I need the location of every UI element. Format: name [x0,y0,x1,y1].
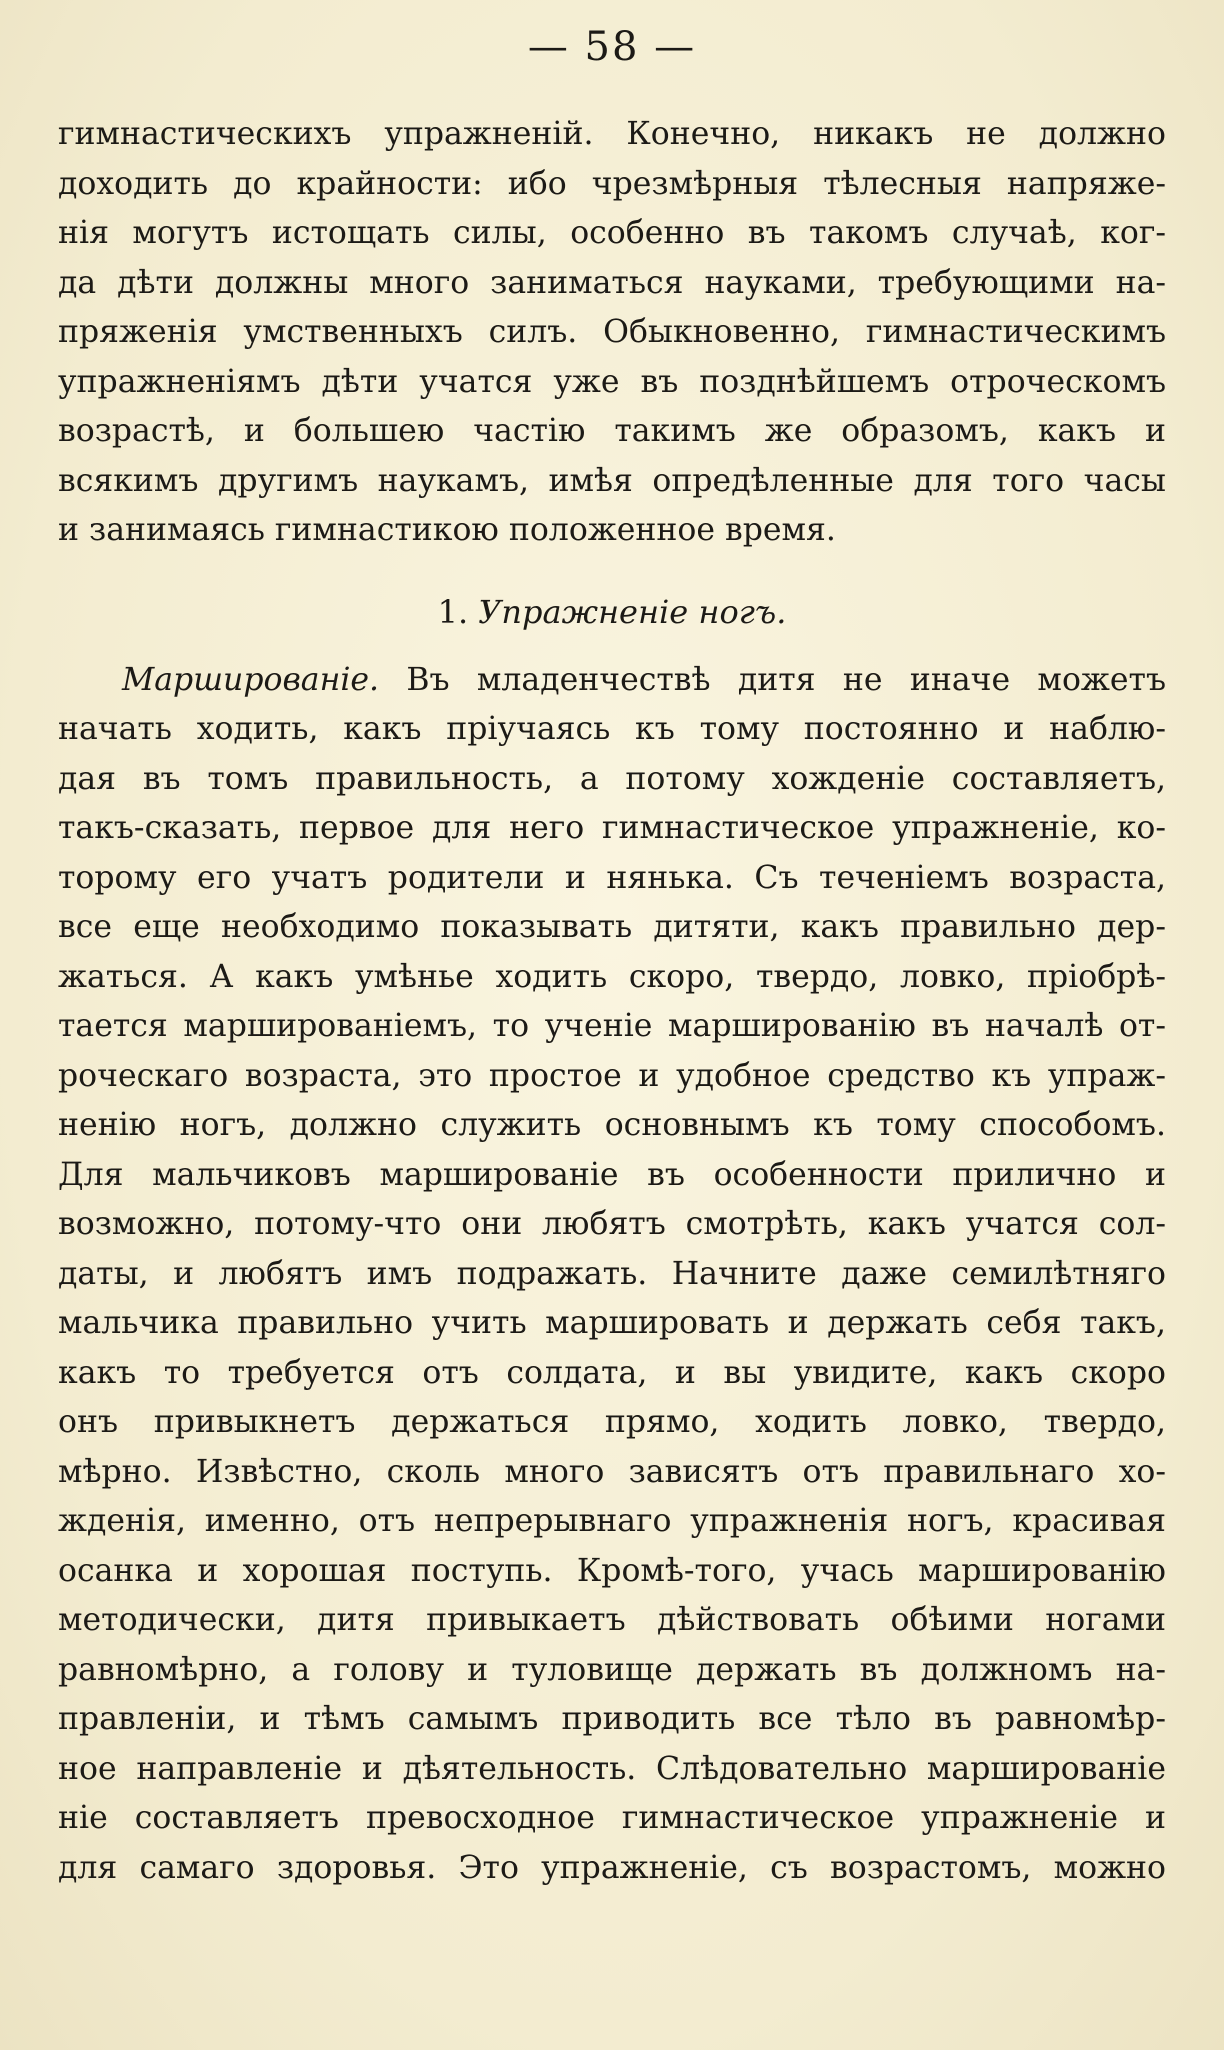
paragraph-2 [58,656,1166,1894]
text-line-first [58,656,1166,706]
text-line: возможно, потому-что они любятъ смотрѣть, какъ учатся сол- [58,1206,1166,1242]
text-line: возрастѣ, и большею частію такимъ же образомъ, какъ и [58,413,1166,449]
run-in-heading: Маршированіе. [122,661,380,698]
text-line: мальчика правильно учить маршировать и держать себя такъ, [58,1305,1166,1341]
text-line: ное направленіе и дѣятельность. Слѣдовательно маршированіе [58,1750,1166,1787]
text-line: Для мальчиковъ маршированіе въ особенности прилично и [58,1156,1166,1193]
text-line: пряженія умственныхъ силъ. Обыкновенно, гимнастическимъ [58,314,1166,350]
text-line: такъ-сказать, первое для него гимнастическое упражненіе, ко- [58,810,1166,846]
paragraph-1 [58,110,1166,556]
text-line: даты, и любятъ имъ подражать. Начните даже семилѣтняго [58,1255,1166,1292]
text-line: роческаго возраста, это простое и удобное средство къ упраж- [58,1057,1166,1094]
text-line: и занимаясь гимнастикою положенное время. [58,512,836,548]
text-line: торому его учатъ родители и нянька. Съ теченіемъ возраста, [58,859,1166,896]
page-number: — 58 — [527,24,697,70]
text-line: ніе составляетъ превосходное гимнастическое упражненіе и [58,1800,1166,1836]
section-number: 1. [437,592,469,631]
text-line: упражненіямъ дѣти учатся уже въ позднѣйшемъ отроческомъ [58,363,1166,400]
text-line: доходить до крайности: ибо чрезмѣрныя тѣлесныя напряже- [58,165,1166,202]
text-line: мѣрно. Извѣстно, сколь много зависятъ отъ правильнаго хо- [58,1453,1166,1490]
text-line: жденія, именно, отъ непрерывнаго упражненія ногъ, красивая [58,1503,1166,1539]
section-heading [58,582,1166,642]
text-line: тается маршированіемъ, то ученіе маршированію въ началѣ от- [58,1008,1166,1044]
text-line: начать ходить, какъ пріучаясь къ тому постоянно и наблю- [58,711,1166,747]
text-line: методически, дитя привыкаетъ дѣйствовать обѣими ногами [58,1602,1166,1638]
text-line: онъ привыкнетъ держаться прямо, ходить ловко, твердо, [58,1404,1166,1440]
text-line: да дѣти должны много заниматься науками, требующими на- [58,264,1166,301]
text-line: нія могутъ истощать силы, особенно въ такомъ случаѣ, ког- [58,215,1166,251]
text-line: осанка и хорошая поступь. Кромѣ-того, учась маршированію [58,1552,1166,1589]
text-line: дая въ томъ правильность, а потому хожденіе составляетъ, [58,760,1166,797]
section-title: Упражненіе ногъ. [478,592,787,631]
text-block [58,110,1166,1893]
text-line: правленіи, и тѣмъ самымъ приводить все тѣло въ равномѣр- [58,1701,1166,1737]
text-line: ненію ногъ, должно служить основнымъ къ тому способомъ. [58,1107,1166,1143]
text-line: все еще необходимо показывать дитяти, какъ правильно дер- [58,909,1166,945]
text-line: гимнастическихъ упражненій. Конечно, никакъ не должно [58,116,1166,152]
text-line: какъ то требуется отъ солдата, и вы увидите, какъ скоро [58,1354,1166,1391]
text-line: для самаго здоровья. Это упражненіе, съ возрастомъ, можно [58,1849,1166,1886]
first-line-text: Въ младенчествѣ дитя не иначе можетъ [406,661,1166,698]
text-line: жаться. А какъ умѣнье ходить скоро, твердо, ловко, пріобрѣ- [58,958,1166,995]
text-line: всякимъ другимъ наукамъ, имѣя опредѣленные для того часы [58,462,1166,499]
text-line: равномѣрно, а голову и туловище держать въ должномъ на- [58,1651,1166,1688]
